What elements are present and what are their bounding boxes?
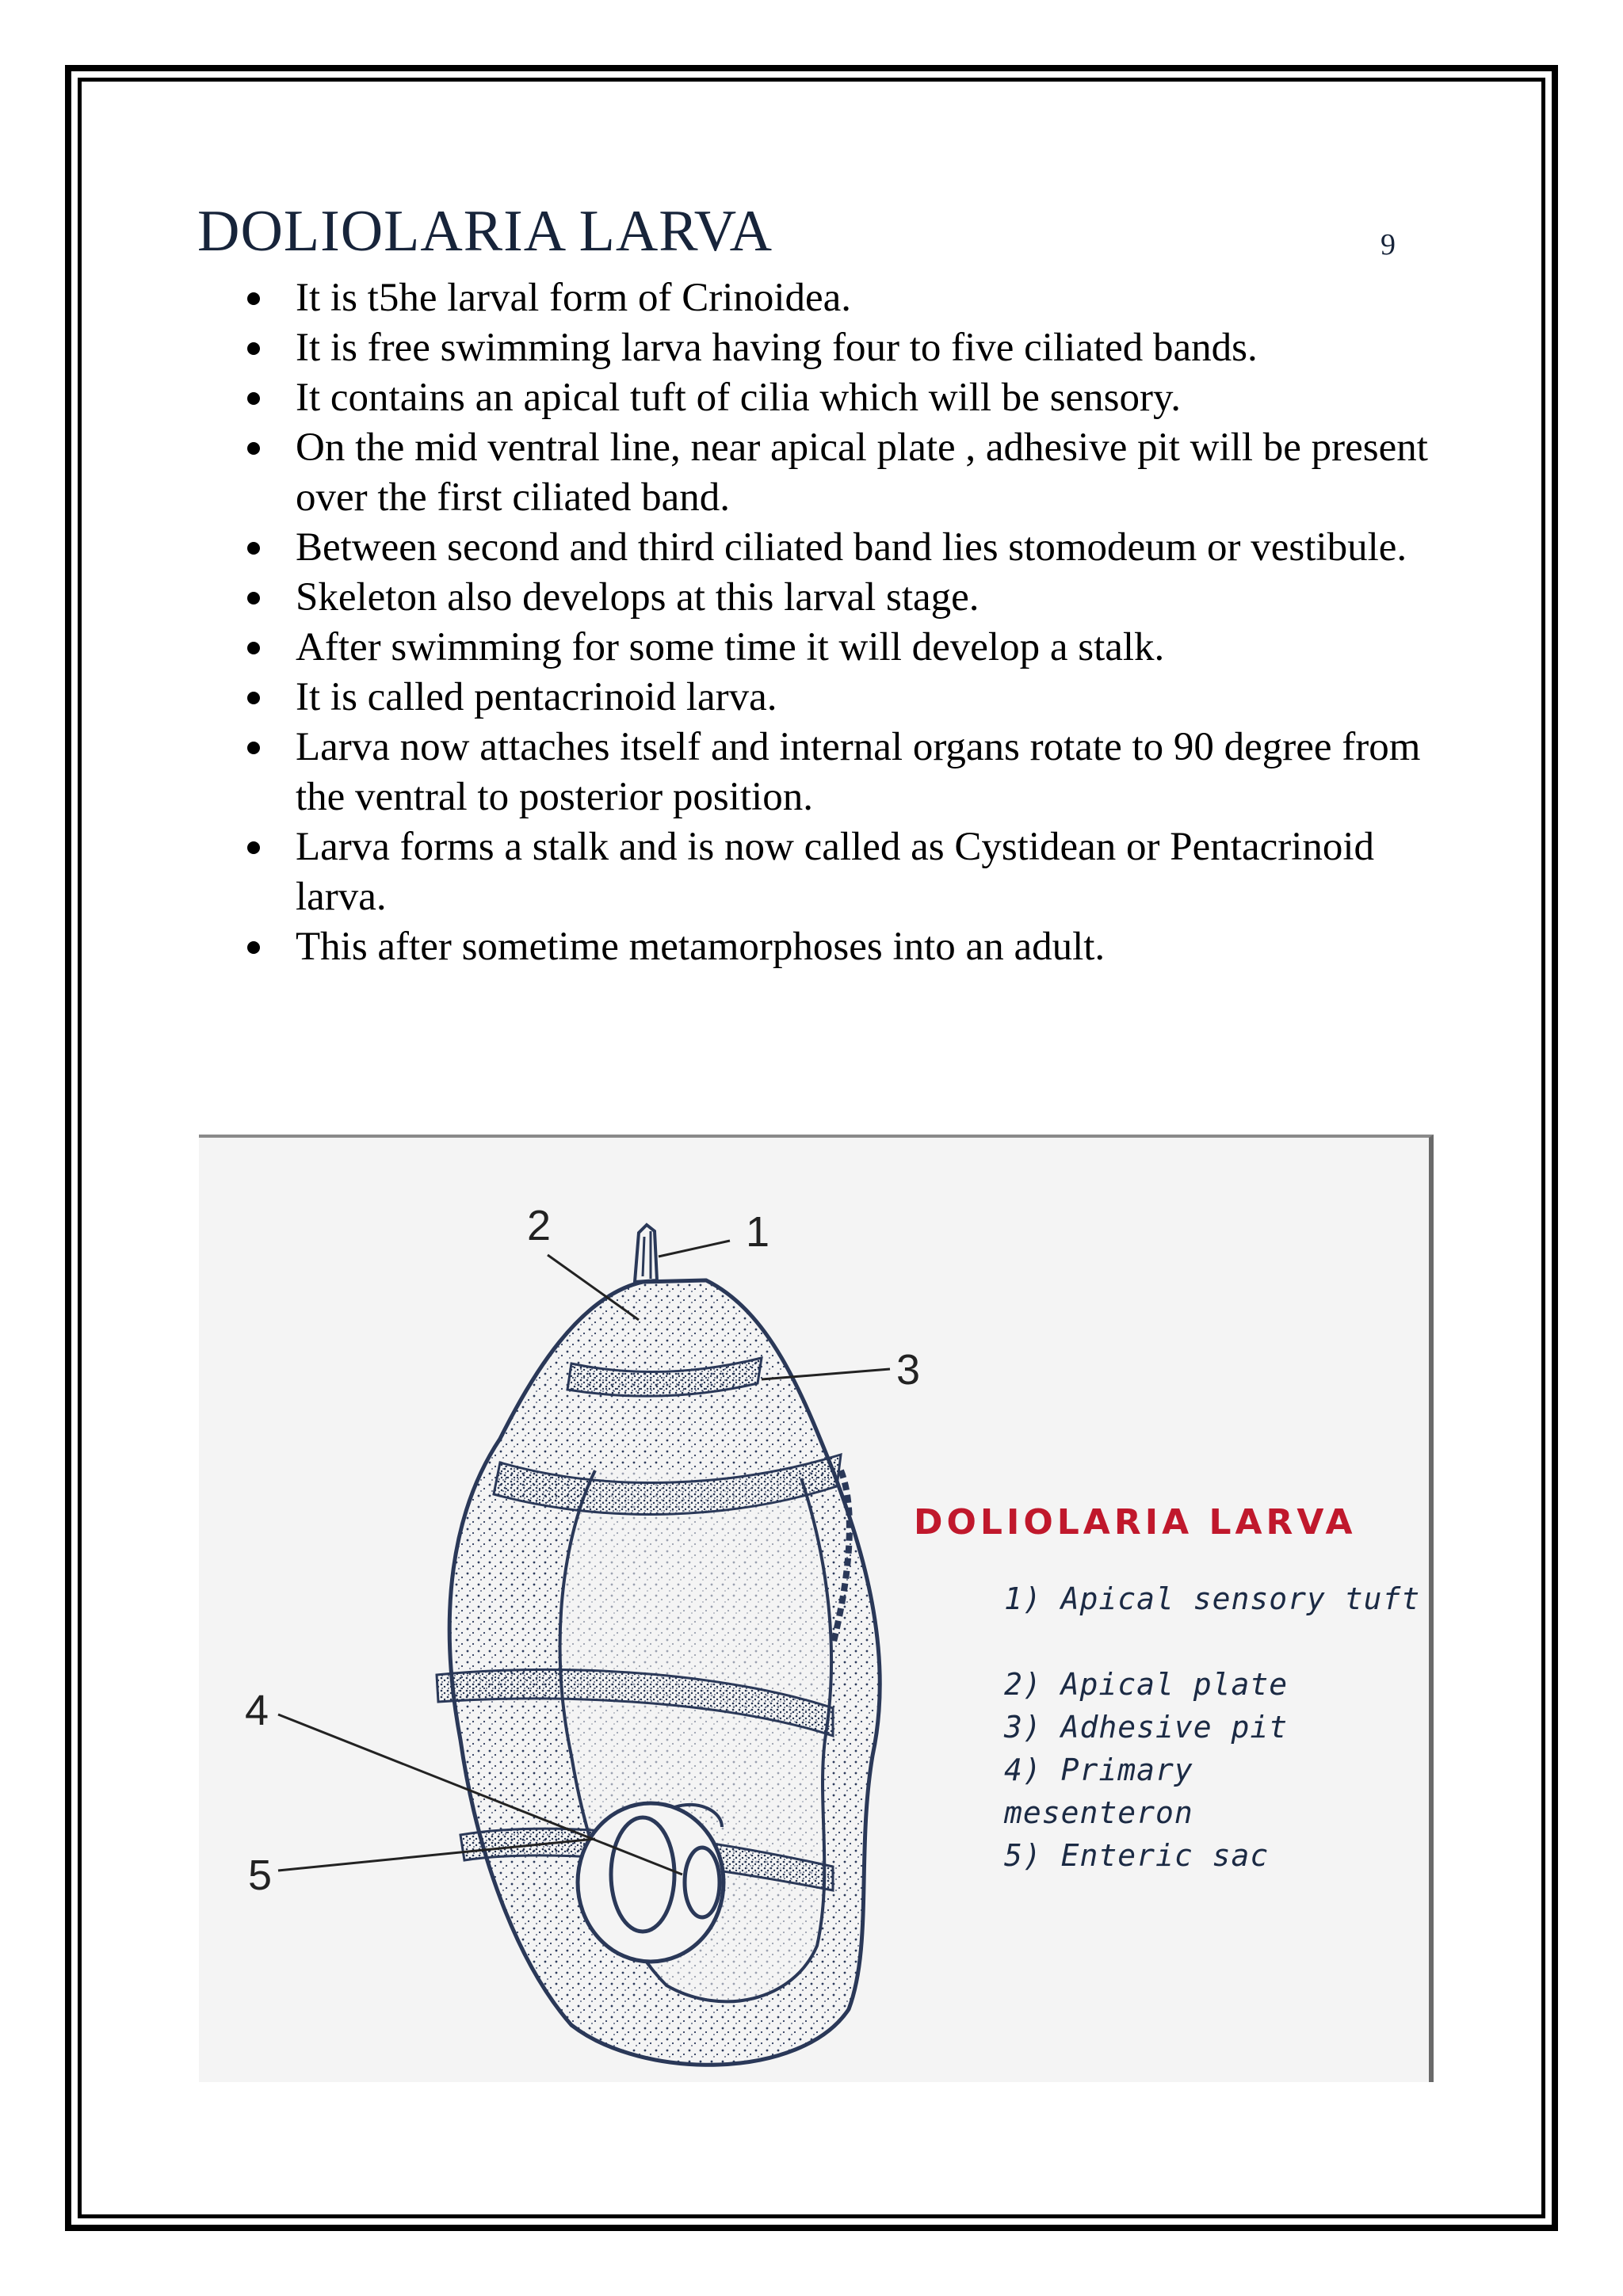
bullet-icon (247, 442, 260, 455)
bullet-text: It contains an apical tuft of cilia which will be sensory. (296, 376, 1181, 420)
bullet-icon (247, 742, 260, 754)
label-4: 4 (245, 1687, 269, 1734)
bullet-text: After swimming for some time it will develop a stalk. (296, 625, 1165, 669)
page-number: 9 (1381, 228, 1396, 261)
bullet-text: This after sometime metamorphoses into an adult. (296, 925, 1106, 969)
bullet-icon (247, 392, 260, 405)
list-item (238, 822, 1442, 922)
bullet-icon (247, 941, 260, 954)
list-item (238, 922, 1442, 972)
bullet-icon (247, 592, 260, 605)
bullet-icon (247, 542, 260, 555)
legend-item: 3) Adhesive pit (1004, 1710, 1289, 1745)
list-item (238, 723, 1442, 822)
list-item (238, 523, 1442, 573)
list-item (238, 373, 1442, 423)
bullet-icon (247, 841, 260, 854)
bullet-list (238, 273, 1442, 972)
bullet-text: Larva now attaches itself and internal organs rotate to 90 degree from the ventral to posterior position. (296, 725, 1421, 819)
bullet-text: Larva forms a stalk and is now called as Cystidean or Pentacrinoid larva. (296, 825, 1375, 919)
apical-tuft (635, 1225, 657, 1282)
bullet-icon (247, 292, 260, 305)
label-1: 1 (746, 1208, 770, 1256)
bullet-text: It is free swimming larva having four to five ciliated bands. (296, 326, 1258, 370)
bullet-text: It is t5he larval form of Crinoidea. (296, 276, 852, 320)
legend-item: 1) Apical sensory tuft (1004, 1581, 1421, 1616)
list-item (238, 623, 1442, 673)
bullet-icon (247, 692, 260, 704)
enteric-sac (578, 1803, 724, 1962)
list-item (238, 323, 1442, 373)
list-item (238, 273, 1442, 323)
list-item (238, 423, 1442, 523)
legend-item: mesenteron (1004, 1795, 1193, 1830)
list-item (238, 673, 1442, 723)
page-title: DOLIOLARIA LARVA (197, 199, 773, 264)
bullet-text: On the mid ventral line, near apical plate , adhesive pit will be present over the first ciliated band. (296, 425, 1428, 520)
legend-item: 5) Enteric sac (1004, 1838, 1270, 1873)
figure-title: DOLIOLARIA LARVA (914, 1502, 1357, 1543)
label-2: 2 (527, 1202, 552, 1249)
bullet-text: Skeleton also develops at this larval stage. (296, 575, 980, 620)
bullet-text: It is called pentacrinoid larva. (296, 675, 777, 719)
list-item (238, 573, 1442, 623)
larva-figure (199, 1135, 1434, 2082)
label-3: 3 (896, 1346, 921, 1394)
label-5: 5 (248, 1852, 273, 1899)
bullet-icon (247, 342, 260, 355)
bullet-text: Between second and third ciliated band lies stomodeum or vestibule. (296, 525, 1407, 570)
legend-item: 4) Primary (1004, 1753, 1193, 1787)
bullet-icon (247, 642, 260, 654)
legend-item: 2) Apical plate (1004, 1667, 1289, 1702)
